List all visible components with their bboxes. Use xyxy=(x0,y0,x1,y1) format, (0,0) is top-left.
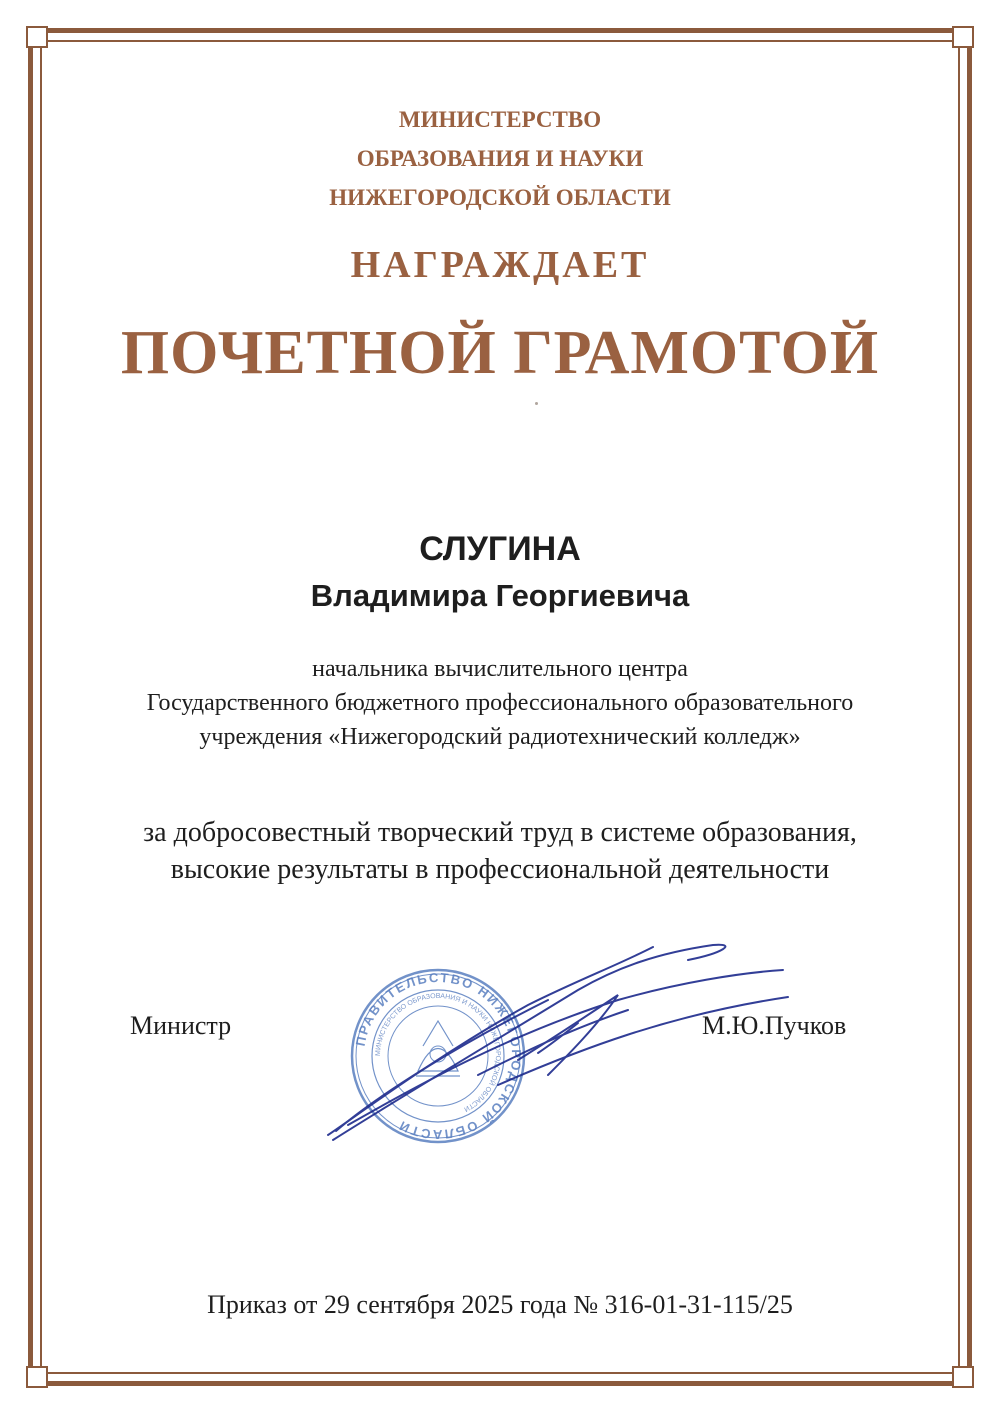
paper-speck xyxy=(535,402,538,405)
seal-inner-text: МИНИСТЕРСТВО ОБРАЗОВАНИЯ И НАУКИ НИЖЕГОРОДСКОЙ ОБЛАСТИ xyxy=(374,992,502,1113)
minister-signature xyxy=(318,935,793,1150)
award-reason xyxy=(0,814,1000,888)
order-reference: Приказ от 29 сентября 2025 года № 316-01-31-115/25 xyxy=(207,1290,793,1319)
issuer-line-3: НИЖЕГОРОДСКОЙ ОБЛАСТИ xyxy=(329,185,671,210)
signatory-name: М.Ю.Пучков xyxy=(702,1011,847,1040)
recipient-given-names: Владимира Георгиевича xyxy=(310,578,690,613)
reason-line-1: за добросовестный творческий труд в системе образования, xyxy=(143,817,857,848)
frame-corner-bottom-right xyxy=(952,1366,974,1388)
position-line-1: начальника вычислительного центра xyxy=(312,656,688,682)
handwritten-signature-icon xyxy=(318,935,793,1150)
recipient-position xyxy=(0,652,1000,754)
recipient-surname: СЛУГИНА xyxy=(419,530,581,568)
position-line-3: учреждения «Нижегородский радиотехнический колледж» xyxy=(199,724,801,750)
award-verb: НАГРАЖДАЕТ xyxy=(350,244,650,286)
frame-corner-bottom-left xyxy=(26,1366,48,1388)
frame-corner-top-left xyxy=(26,26,48,48)
issuer-line-2: ОБРАЗОВАНИЯ И НАУКИ xyxy=(356,146,644,171)
issuer-block xyxy=(0,100,1000,217)
frame-corner-top-right xyxy=(952,26,974,48)
award-title: ПОЧЕТНОЙ ГРАМОТОЙ xyxy=(120,319,880,387)
seal-ring-text: ПРАВИТЕЛЬСТВО НИЖЕГОРОДСКОЙ ОБЛАСТИ xyxy=(352,969,525,1143)
issuer-line-1: МИНИСТЕРСТВО xyxy=(398,107,602,132)
signatory-title: Министр xyxy=(130,1011,232,1040)
position-line-2: Государственного бюджетного профессионального образовательного xyxy=(146,690,854,716)
reason-line-2: высокие результаты в профессиональной деятельности xyxy=(170,854,830,885)
